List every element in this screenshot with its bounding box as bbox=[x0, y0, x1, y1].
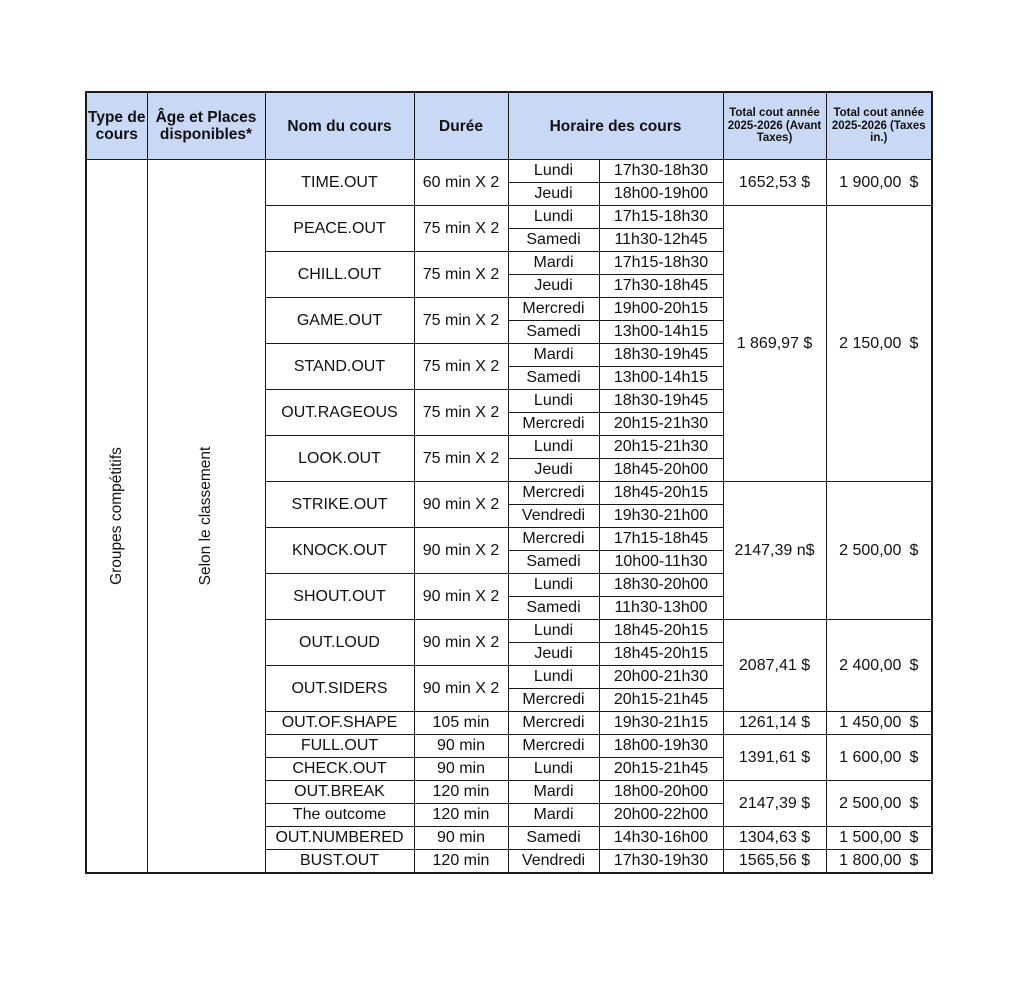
slot-day: Vendredi bbox=[508, 505, 599, 528]
course-duration: 90 min X 2 bbox=[414, 482, 508, 528]
course-schedule-table bbox=[85, 91, 933, 874]
slot-day: Mercredi bbox=[508, 482, 599, 505]
slot-time: 19h30-21h15 bbox=[599, 712, 723, 735]
slot-day: Mardi bbox=[508, 804, 599, 827]
header-row bbox=[86, 92, 932, 160]
cost-incl-tax-cell bbox=[826, 850, 932, 874]
course-duration: 90 min X 2 bbox=[414, 528, 508, 574]
currency-symbol: $ bbox=[909, 794, 919, 812]
course-name: OUT.SIDERS bbox=[265, 666, 414, 712]
course-duration: 75 min X 2 bbox=[414, 252, 508, 298]
currency-symbol: $ bbox=[909, 852, 919, 869]
slot-time: 19h30-21h00 bbox=[599, 505, 723, 528]
course-name: OUT.NUMBERED bbox=[265, 827, 414, 850]
cost-incl-tax-cell bbox=[826, 781, 932, 827]
currency-symbol: $ bbox=[909, 334, 919, 352]
slot-day: Lundi bbox=[508, 758, 599, 781]
slot-time: 17h30-18h45 bbox=[599, 275, 723, 298]
slot-day: Mercredi bbox=[508, 689, 599, 712]
course-name: CHILL.OUT bbox=[265, 252, 414, 298]
slot-day: Lundi bbox=[508, 436, 599, 459]
currency-symbol: $ bbox=[909, 656, 919, 674]
course-name: OUT.LOUD bbox=[265, 620, 414, 666]
slot-day: Lundi bbox=[508, 160, 599, 183]
slot-day: Samedi bbox=[508, 321, 599, 344]
header-name: Nom du cours bbox=[265, 92, 414, 160]
type-value: Groupes compétitifs bbox=[107, 447, 125, 585]
slot-time: 18h45-20h15 bbox=[599, 620, 723, 643]
slot-time: 18h00-19h00 bbox=[599, 183, 723, 206]
slot-day: Jeudi bbox=[508, 183, 599, 206]
course-duration: 120 min bbox=[414, 781, 508, 804]
slot-day: Mercredi bbox=[508, 298, 599, 321]
course-duration: 60 min X 2 bbox=[414, 160, 508, 206]
cost-incl-tax: 1 500,00 bbox=[839, 829, 902, 846]
slot-time: 17h15-18h30 bbox=[599, 206, 723, 229]
course-name: FULL.OUT bbox=[265, 735, 414, 758]
cost-before-tax: 2147,39 n$ bbox=[723, 482, 826, 620]
cost-incl-tax: 2 400,00 bbox=[839, 656, 902, 674]
slot-time: 19h00-20h15 bbox=[599, 298, 723, 321]
cost-before-tax: 2087,41 $ bbox=[723, 620, 826, 712]
cost-incl-tax-cell bbox=[826, 482, 932, 620]
cost-incl-tax: 1 800,00 bbox=[839, 852, 902, 869]
slot-time: 10h00-11h30 bbox=[599, 551, 723, 574]
slot-time: 20h00-22h00 bbox=[599, 804, 723, 827]
slot-time: 18h45-20h00 bbox=[599, 459, 723, 482]
header-type: Type de cours bbox=[86, 92, 147, 160]
course-name: OUT.RAGEOUS bbox=[265, 390, 414, 436]
slot-day: Mardi bbox=[508, 781, 599, 804]
course-name: GAME.OUT bbox=[265, 298, 414, 344]
slot-day: Samedi bbox=[508, 229, 599, 252]
course-duration: 75 min X 2 bbox=[414, 436, 508, 482]
course-duration: 90 min bbox=[414, 827, 508, 850]
currency-symbol: $ bbox=[909, 748, 919, 766]
course-duration: 120 min bbox=[414, 804, 508, 827]
course-duration: 90 min bbox=[414, 758, 508, 781]
course-duration: 75 min X 2 bbox=[414, 298, 508, 344]
table-row bbox=[86, 160, 932, 183]
course-name: STRIKE.OUT bbox=[265, 482, 414, 528]
currency-symbol: $ bbox=[909, 541, 919, 559]
slot-time: 13h00-14h15 bbox=[599, 321, 723, 344]
course-duration: 90 min X 2 bbox=[414, 574, 508, 620]
course-name: CHECK.OUT bbox=[265, 758, 414, 781]
cost-before-tax: 1261,14 $ bbox=[723, 712, 826, 735]
course-name: STAND.OUT bbox=[265, 344, 414, 390]
cost-incl-tax-cell bbox=[826, 712, 932, 735]
cost-before-tax: 2147,39 $ bbox=[723, 781, 826, 827]
slot-day: Mardi bbox=[508, 252, 599, 275]
age-value: Selon le classement bbox=[197, 446, 214, 586]
slot-time: 14h30-16h00 bbox=[599, 827, 723, 850]
cost-incl-tax: 2 500,00 bbox=[839, 541, 902, 559]
course-name: OUT.OF.SHAPE bbox=[265, 712, 414, 735]
slot-time: 20h15-21h45 bbox=[599, 689, 723, 712]
course-duration: 90 min bbox=[414, 735, 508, 758]
course-duration: 120 min bbox=[414, 850, 508, 874]
slot-day: Mercredi bbox=[508, 735, 599, 758]
slot-day: Lundi bbox=[508, 666, 599, 689]
slot-day: Jeudi bbox=[508, 275, 599, 298]
currency-symbol: $ bbox=[909, 714, 919, 731]
cost-incl-tax: 2 500,00 bbox=[839, 794, 902, 812]
slot-day: Jeudi bbox=[508, 643, 599, 666]
course-name: The outcome bbox=[265, 804, 414, 827]
slot-time: 18h30-19h45 bbox=[599, 390, 723, 413]
slot-time: 18h30-20h00 bbox=[599, 574, 723, 597]
course-duration: 105 min bbox=[414, 712, 508, 735]
currency-symbol: $ bbox=[909, 173, 919, 191]
slot-day: Samedi bbox=[508, 597, 599, 620]
slot-day: Mercredi bbox=[508, 413, 599, 436]
slot-day: Lundi bbox=[508, 390, 599, 413]
cost-incl-tax: 2 150,00 bbox=[839, 334, 902, 352]
slot-day: Lundi bbox=[508, 620, 599, 643]
slot-day: Mercredi bbox=[508, 712, 599, 735]
cost-before-tax: 1391,61 $ bbox=[723, 735, 826, 781]
cost-incl-tax: 1 450,00 bbox=[839, 714, 902, 731]
slot-time: 13h00-14h15 bbox=[599, 367, 723, 390]
cost-before-tax: 1304,63 $ bbox=[723, 827, 826, 850]
slot-day: Jeudi bbox=[508, 459, 599, 482]
slot-time: 17h15-18h45 bbox=[599, 528, 723, 551]
slot-time: 20h00-21h30 bbox=[599, 666, 723, 689]
slot-time: 11h30-12h45 bbox=[599, 229, 723, 252]
type-cell bbox=[86, 160, 147, 874]
course-duration: 90 min X 2 bbox=[414, 620, 508, 666]
slot-time: 18h00-20h00 bbox=[599, 781, 723, 804]
slot-time: 18h45-20h15 bbox=[599, 482, 723, 505]
slot-time: 20h15-21h30 bbox=[599, 436, 723, 459]
slot-time: 17h30-18h30 bbox=[599, 160, 723, 183]
slot-time: 18h45-20h15 bbox=[599, 643, 723, 666]
currency-symbol: $ bbox=[909, 829, 919, 846]
cost-before-tax: 1 869,97 $ bbox=[723, 206, 826, 482]
slot-day: Lundi bbox=[508, 574, 599, 597]
slot-day: Samedi bbox=[508, 551, 599, 574]
slot-day: Samedi bbox=[508, 827, 599, 850]
cost-incl-tax-cell bbox=[826, 160, 932, 206]
header-age: Âge et Places disponibles* bbox=[147, 92, 265, 160]
course-duration: 75 min X 2 bbox=[414, 344, 508, 390]
header-duration: Durée bbox=[414, 92, 508, 160]
cost-incl-tax-cell bbox=[826, 735, 932, 781]
slot-time: 18h30-19h45 bbox=[599, 344, 723, 367]
slot-time: 18h00-19h30 bbox=[599, 735, 723, 758]
slot-time: 17h15-18h30 bbox=[599, 252, 723, 275]
course-name: LOOK.OUT bbox=[265, 436, 414, 482]
header-schedule: Horaire des cours bbox=[508, 92, 723, 160]
course-name: SHOUT.OUT bbox=[265, 574, 414, 620]
course-duration: 75 min X 2 bbox=[414, 390, 508, 436]
slot-day: Mercredi bbox=[508, 528, 599, 551]
cost-incl-tax-cell bbox=[826, 620, 932, 712]
cost-incl-tax: 1 600,00 bbox=[839, 748, 902, 766]
slot-time: 20h15-21h45 bbox=[599, 758, 723, 781]
slot-time: 20h15-21h30 bbox=[599, 413, 723, 436]
header-cost-before-tax: Total cout année 2025-2026 (Avant Taxes) bbox=[723, 92, 826, 160]
course-name: OUT.BREAK bbox=[265, 781, 414, 804]
age-cell bbox=[147, 160, 265, 874]
slot-time: 11h30-13h00 bbox=[599, 597, 723, 620]
course-name: KNOCK.OUT bbox=[265, 528, 414, 574]
course-name: TIME.OUT bbox=[265, 160, 414, 206]
slot-day: Lundi bbox=[508, 206, 599, 229]
cost-incl-tax-cell bbox=[826, 206, 932, 482]
cost-before-tax: 1652,53 $ bbox=[723, 160, 826, 206]
cost-incl-tax: 1 900,00 bbox=[839, 173, 902, 191]
cost-before-tax: 1565,56 $ bbox=[723, 850, 826, 874]
course-duration: 90 min X 2 bbox=[414, 666, 508, 712]
slot-time: 17h30-19h30 bbox=[599, 850, 723, 874]
slot-day: Mardi bbox=[508, 344, 599, 367]
course-name: BUST.OUT bbox=[265, 850, 414, 874]
course-duration: 75 min X 2 bbox=[414, 206, 508, 252]
course-name: PEACE.OUT bbox=[265, 206, 414, 252]
slot-day: Vendredi bbox=[508, 850, 599, 874]
cost-incl-tax-cell bbox=[826, 827, 932, 850]
slot-day: Samedi bbox=[508, 367, 599, 390]
header-cost-incl-tax: Total cout année 2025-2026 (Taxes in.) bbox=[826, 92, 932, 160]
